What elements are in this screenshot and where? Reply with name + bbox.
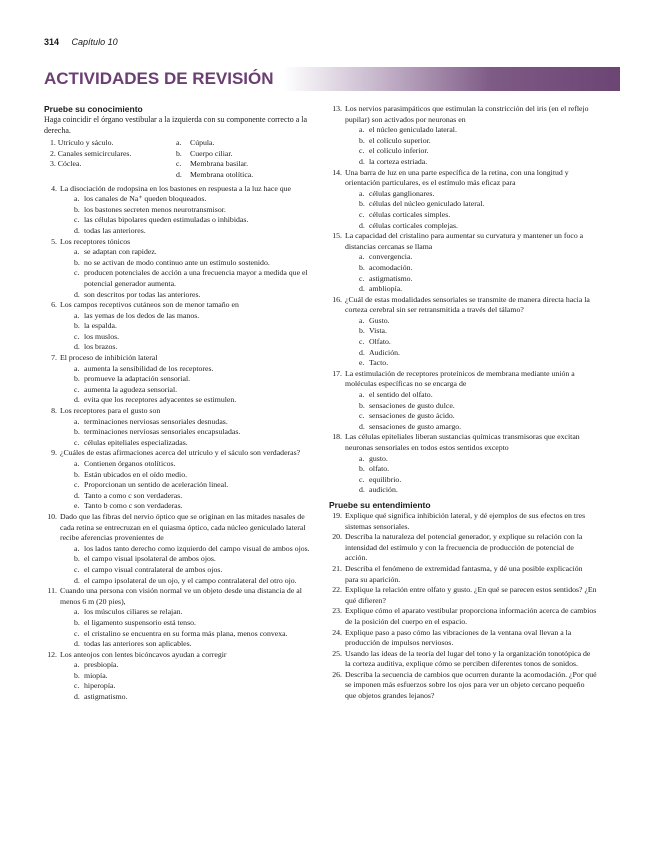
question-item <box>329 369 597 433</box>
option-letter: d. <box>74 289 80 299</box>
option-letter: a. <box>74 607 80 617</box>
option-letter: a. <box>74 416 80 426</box>
option-letter: b. <box>74 469 80 479</box>
match-right-item: Cúpula. <box>190 138 215 148</box>
option-item <box>74 194 312 205</box>
question-number: 10. <box>47 511 57 521</box>
option-text: todas las anteriores son aplicables. <box>84 639 192 649</box>
section-heading-knowledge: Pruebe su conocimiento <box>44 104 143 114</box>
option-text: hiperopía. <box>84 681 116 691</box>
question-text: Explique paso a paso cómo las vibraciones de la ventana oval llevan a la producción de impulsos nerviosos. <box>345 627 572 648</box>
option-item <box>74 342 312 353</box>
question-text: Explique la relación entre olfato y gusto. ¿En qué se parecen estos sentidos? ¿En qué difieren? <box>345 585 597 605</box>
option-letter: d. <box>74 575 80 585</box>
essay-question-item <box>329 532 597 564</box>
option-letter: d. <box>359 347 365 357</box>
question-text: ¿Cuáles de estas afirmaciones acerca del utrículo y el sáculo son verdaderas? <box>60 448 301 458</box>
option-letter: a. <box>359 252 365 262</box>
match-right-item: Membrana basilar. <box>190 159 249 169</box>
option-letter: a. <box>74 194 80 204</box>
option-letter: b. <box>359 400 365 410</box>
option-text: las yemas de los dedos de las manos. <box>84 310 200 320</box>
option-letter: c. <box>74 384 80 394</box>
question-item <box>44 406 312 448</box>
option-letter: a. <box>74 660 80 670</box>
option-item <box>359 146 597 157</box>
option-item <box>359 189 597 200</box>
option-text: el sentido del olfato. <box>369 390 433 400</box>
matching-block <box>44 138 312 180</box>
option-text: acomodación. <box>369 262 413 272</box>
option-text: Vista. <box>369 326 387 336</box>
option-text: se adaptan con rapidez. <box>84 247 157 257</box>
question-number: 19. <box>332 510 342 520</box>
option-item <box>359 390 597 401</box>
question-text: Los nervios parasimpáticos que estimulan la constricción del iris (en el reflejo pupilar) son activados por neuronas en <box>345 104 589 124</box>
option-item <box>74 660 312 671</box>
option-item <box>74 491 312 502</box>
option-item <box>74 629 312 640</box>
option-item <box>359 263 597 274</box>
option-letter: d. <box>74 225 80 235</box>
option-letter: b. <box>359 262 365 272</box>
match-right-letter: b. <box>176 148 182 158</box>
option-text: el cristalino se encuentra en su forma más plana, menos convexa. <box>84 628 288 638</box>
option-text: sensaciones de gusto dulce. <box>369 400 455 410</box>
option-letter: c. <box>359 474 365 484</box>
option-text: el colículo superior. <box>369 135 431 145</box>
option-text: olfato. <box>369 464 390 474</box>
essay-question-list <box>329 511 597 702</box>
option-item <box>359 358 597 369</box>
question-text: Cuando una persona con visión normal ve un objeto desde una distancia de al menos 6 m (20 pies), <box>60 586 302 606</box>
option-item <box>74 501 312 512</box>
option-text: las células bipolares queden estimuladas o inhibidas. <box>84 215 249 225</box>
option-text: promueve la adaptación sensorial. <box>84 374 191 384</box>
essay-question-item <box>329 585 597 606</box>
section-intro: Haga coincidir el órgano vestibular a la izquierda con su componente correcto a la derecha. <box>44 115 308 135</box>
option-text: todas las anteriores. <box>84 225 146 235</box>
option-text: Están ubicados en el oído medio. <box>84 469 188 479</box>
option-letter: c. <box>74 215 80 225</box>
option-text: ambliopía. <box>369 284 403 294</box>
question-text: Los receptores para el gusto son <box>60 406 161 416</box>
option-letter: d. <box>74 395 80 405</box>
question-item <box>329 168 597 232</box>
option-text: el núcleo geniculado lateral. <box>369 125 457 135</box>
option-list <box>345 454 597 496</box>
chapter-label: Capítulo 10 <box>71 37 118 47</box>
option-text: terminaciones nerviosas sensoriales desnudas. <box>84 416 228 426</box>
question-text: Las células epiteliales liberan sustancias químicas transmisoras que excitan neuronas sensoriales en todos estos sentidos excepto <box>345 432 580 452</box>
option-list <box>60 247 312 300</box>
question-item <box>44 184 312 237</box>
question-number: 16. <box>332 294 342 304</box>
option-letter: c. <box>359 337 365 347</box>
question-text: ¿Cuál de estas modalidades sensoriales se transmite de manera directa hacia la corteza cerebral sin ser retransmitida a través del tálamo? <box>345 294 590 315</box>
option-text: los brazos. <box>84 342 118 352</box>
question-number: 7. <box>51 353 57 363</box>
question-number: 13. <box>332 104 342 113</box>
option-item <box>359 422 597 433</box>
question-number: 23. <box>332 606 342 616</box>
option-letter: a. <box>359 188 365 198</box>
match-right-item: Cuerpo ciliar. <box>190 148 233 158</box>
option-letter: b. <box>74 257 80 267</box>
option-item <box>74 565 312 576</box>
question-number: 25. <box>332 648 342 658</box>
option-text: evita que los receptores adyacentes se estimulen. <box>84 395 237 405</box>
option-item <box>74 321 312 332</box>
option-text: células corticales simples. <box>369 209 451 219</box>
essay-question-item <box>329 628 597 649</box>
option-text: sensaciones de gusto amargo. <box>369 421 462 431</box>
option-item <box>74 311 312 322</box>
option-item <box>74 205 312 216</box>
question-text: Explique cómo el aparato vestibular proporciona información acerca de cambios de la posición del cuerpo en el espacio. <box>345 606 597 626</box>
option-text: los canales de Na⁺ queden bloqueados. <box>84 194 207 204</box>
question-number: 20. <box>332 532 342 542</box>
option-text: producen potenciales de acción a una frecuencia mayor a medida que el potencial generador aumenta. <box>84 268 308 288</box>
option-letter: b. <box>359 199 365 209</box>
option-item <box>74 395 312 406</box>
question-text: Los campos receptivos cutáneos son de menor tamaño en <box>60 300 239 310</box>
option-letter: c. <box>359 209 365 219</box>
question-number: 6. <box>51 300 57 310</box>
question-number: 8. <box>51 406 57 416</box>
question-number: 21. <box>332 563 342 573</box>
question-item <box>329 231 597 295</box>
option-text: convergencia. <box>369 252 413 262</box>
option-text: células del núcleo geniculado lateral. <box>369 199 485 209</box>
option-text: Contienen órganos otolíticos. <box>84 459 176 468</box>
option-item <box>74 544 312 555</box>
option-item <box>74 459 312 470</box>
essay-question-item <box>329 670 597 702</box>
option-list <box>345 390 597 432</box>
option-letter: d. <box>359 485 365 495</box>
option-list <box>60 459 312 512</box>
question-item <box>329 104 597 168</box>
option-item <box>74 258 312 269</box>
option-letter: a. <box>359 390 365 400</box>
option-item <box>359 210 597 221</box>
option-letter: e. <box>74 501 80 511</box>
question-number: 22. <box>332 585 342 595</box>
match-right-letter: c. <box>176 159 182 169</box>
option-list <box>60 194 312 236</box>
option-letter: b. <box>74 204 80 214</box>
option-text: el colículo inferior. <box>369 146 429 156</box>
option-letter: b. <box>74 374 80 384</box>
question-text: Los receptores tónicos <box>60 236 131 246</box>
option-letter: b. <box>74 554 80 564</box>
option-letter: c. <box>74 268 80 278</box>
option-item <box>359 485 597 496</box>
match-right-item: Membrana otolítica. <box>190 169 254 179</box>
match-right-letter: d. <box>176 169 182 179</box>
option-text: el campo visual ipsolateral de ambos ojos. <box>84 554 216 564</box>
option-text: no se activan de modo continuo ante un estímulo sostenido. <box>84 257 270 267</box>
option-text: equilibrio. <box>369 474 402 484</box>
question-text: Describa la naturaleza del potencial generador, y explique su relación con la intensidad del estímulo y con la frecuencia de producción de potencial de acción. <box>345 532 583 563</box>
option-text: aumenta la sensibilidad de los receptores. <box>84 363 214 373</box>
option-item <box>359 348 597 359</box>
question-text: La capacidad del cristalino para aumentar su curvatura y mantener un foco a distancias cercanas se llama <box>345 231 584 251</box>
option-item <box>74 226 312 237</box>
option-list <box>345 189 597 231</box>
option-item <box>74 576 312 587</box>
question-number: 12. <box>47 649 57 659</box>
option-letter: a. <box>359 125 365 135</box>
option-letter: d. <box>74 692 80 702</box>
option-item <box>74 332 312 343</box>
option-list <box>345 316 597 369</box>
option-item <box>74 438 312 449</box>
match-left-item: 1. Utrículo y sáculo. <box>50 138 114 148</box>
option-text: células corticales complejas. <box>369 220 458 230</box>
option-item <box>74 607 312 618</box>
question-item <box>44 586 312 650</box>
option-text: sensaciones de gusto ácido. <box>369 411 455 421</box>
option-letter: d. <box>74 639 80 649</box>
option-letter: d. <box>359 220 365 230</box>
option-text: el ligamento suspensorio está tenso. <box>84 617 196 627</box>
question-text: Describa el fenómeno de extremidad fantasma, y dé una posible explicación para su aparición. <box>345 563 583 584</box>
option-letter: b. <box>359 464 365 474</box>
option-letter: b. <box>359 135 365 145</box>
option-item <box>359 401 597 412</box>
option-letter: b. <box>74 427 80 437</box>
option-letter: a. <box>74 310 80 320</box>
option-text: el campo visual contralateral de ambos ojos. <box>84 564 223 574</box>
question-item <box>44 237 312 301</box>
left-column <box>44 104 312 703</box>
question-number: 5. <box>51 236 57 246</box>
question-number: 11. <box>47 586 57 596</box>
question-text: La disociación de rodopsina en los bastones en respuesta a la luz hace que <box>60 183 292 193</box>
page-header <box>44 37 118 47</box>
option-item <box>74 681 312 692</box>
option-letter: b. <box>359 326 365 336</box>
option-letter: c. <box>74 480 80 490</box>
option-item <box>359 475 597 486</box>
option-item <box>74 215 312 226</box>
option-letter: d. <box>359 421 365 431</box>
question-number: 17. <box>332 368 342 378</box>
option-letter: b. <box>74 670 80 680</box>
option-item <box>74 364 312 375</box>
option-item <box>74 480 312 491</box>
essay-question-item <box>329 649 597 670</box>
question-list-right <box>329 104 597 496</box>
question-text: Los anteojos con lentes bicóncavos ayudan a corregir <box>60 649 227 659</box>
option-item <box>359 136 597 147</box>
question-number: 15. <box>332 231 342 241</box>
question-item <box>329 432 597 496</box>
option-letter: d. <box>359 156 365 166</box>
option-text: Gusto. <box>369 315 390 325</box>
option-list <box>60 364 312 406</box>
option-letter: c. <box>74 331 80 341</box>
question-text: Una barra de luz en una parte específica de la retina, con una longitud y orientación particulares, es el estímulo más eficaz para <box>345 167 569 188</box>
option-item <box>359 252 597 263</box>
option-letter: d. <box>74 490 80 500</box>
option-item <box>74 639 312 650</box>
question-number: 4. <box>51 183 57 193</box>
option-item <box>359 125 597 136</box>
page-title: ACTIVIDADES DE REVISIÓN <box>44 69 274 88</box>
option-letter: a. <box>74 459 80 468</box>
option-item <box>74 247 312 258</box>
question-item <box>44 448 312 512</box>
option-text: Olfato. <box>369 337 391 347</box>
option-item <box>359 464 597 475</box>
option-list <box>60 607 312 649</box>
question-text: Usando las ideas de la teoría del lugar del tono y la organización tonotópica de la corteza auditiva, explique cómo se perciben diferentes tonos de sonidos. <box>345 648 591 669</box>
option-text: Tanto a como c son verdaderas. <box>84 490 183 500</box>
question-item <box>44 300 312 353</box>
option-letter: a. <box>74 363 80 373</box>
option-list <box>345 252 597 294</box>
option-text: miopía. <box>84 670 108 680</box>
option-item <box>359 221 597 232</box>
match-right-letter: a. <box>176 138 182 148</box>
option-text: gusto. <box>369 453 388 463</box>
question-number: 18. <box>332 432 342 442</box>
option-item <box>74 374 312 385</box>
option-item <box>359 411 597 422</box>
essay-question-item <box>329 511 597 532</box>
option-list <box>60 311 312 353</box>
option-list <box>345 125 597 167</box>
option-item <box>359 199 597 210</box>
option-item <box>74 618 312 629</box>
option-item <box>359 337 597 348</box>
option-letter: c. <box>74 564 80 574</box>
option-letter: a. <box>74 543 80 553</box>
question-text: Dado que las fibras del nervio óptico que se originan en las mitades nasales de cada retina se entrecruzan en el quiasma óptico, cada núcleo geniculado lateral recibe aferencias provenientes de <box>60 511 306 543</box>
option-list <box>60 660 312 702</box>
option-item <box>74 671 312 682</box>
match-left-item: 3. Cóclea. <box>50 159 82 169</box>
option-text: los muslos. <box>84 331 120 341</box>
question-text: El proceso de inhibición lateral <box>60 353 158 363</box>
option-letter: c. <box>359 146 365 156</box>
question-item <box>44 353 312 406</box>
right-column <box>329 104 597 702</box>
option-letter: b. <box>74 617 80 627</box>
option-item <box>359 316 597 327</box>
option-letter: a. <box>74 247 80 257</box>
option-text: astigmatismo. <box>369 273 413 283</box>
option-letter: d. <box>359 284 365 294</box>
option-item <box>359 284 597 295</box>
option-item <box>74 692 312 703</box>
option-letter: a. <box>359 453 365 463</box>
option-item <box>74 427 312 438</box>
question-number: 26. <box>332 669 342 679</box>
option-item <box>74 290 312 301</box>
option-text: células epiteliales especializadas. <box>84 437 188 447</box>
essay-question-item <box>329 606 597 627</box>
essay-question-item <box>329 564 597 585</box>
option-item <box>74 385 312 396</box>
question-item <box>329 295 597 369</box>
option-text: Audición. <box>369 347 400 357</box>
question-text: Explique qué significa inhibición lateral, y dé ejemplos de sus efectos en tres sistemas sensoriales. <box>345 510 586 531</box>
section-heading-understanding: Pruebe su entendimiento <box>329 499 431 510</box>
option-letter: d. <box>74 342 80 352</box>
option-list <box>60 417 312 449</box>
option-letter: c. <box>74 437 80 447</box>
option-item <box>359 454 597 465</box>
option-text: presbiopía. <box>84 660 119 670</box>
option-item <box>359 326 597 337</box>
option-item <box>74 470 312 481</box>
option-text: audición. <box>369 485 398 495</box>
question-list-left <box>44 184 312 703</box>
question-number: 24. <box>332 627 342 637</box>
option-text: son descritos por todas las anteriores. <box>84 289 201 299</box>
option-item <box>74 268 312 289</box>
option-text: los bastones secreten menos neurotransmisor. <box>84 204 226 214</box>
option-letter: c. <box>359 273 365 283</box>
option-list <box>60 544 312 586</box>
option-text: el campo ipsolateral de un ojo, y el campo contralateral del otro ojo. <box>84 575 297 585</box>
page-number: 314 <box>44 37 60 47</box>
option-text: Proporcionan un sentido de aceleración lineal. <box>84 480 229 490</box>
option-text: aumenta la agudeza sensorial. <box>84 384 178 394</box>
option-item <box>359 157 597 168</box>
option-letter: a. <box>359 315 365 325</box>
question-item <box>44 512 312 586</box>
option-letter: c. <box>359 411 365 421</box>
option-text: Tacto. <box>369 358 389 368</box>
option-text: los lados tanto derecho como izquierdo del campo visual de ambos ojos. <box>84 543 310 553</box>
question-number: 9. <box>51 448 57 458</box>
option-text: la corteza estriada. <box>369 156 428 166</box>
question-item <box>44 650 312 703</box>
match-left-item: 2. Canales semicirculares. <box>50 148 132 158</box>
option-letter: e. <box>359 358 365 368</box>
option-text: terminaciones nerviosas sensoriales encapsuladas. <box>84 427 241 437</box>
question-text: Describa la secuencia de cambios que ocurren durante la acomodación. ¿Por qué se imponen más esfuerzos sobre los ojos para ver un objeto cercano pequeño que objetos grandes lejanos? <box>345 669 597 701</box>
option-item <box>359 274 597 285</box>
question-number: 14. <box>332 167 342 177</box>
option-text: los músculos ciliares se relajan. <box>84 607 183 617</box>
option-item <box>74 554 312 565</box>
option-item <box>74 417 312 428</box>
option-letter: b. <box>74 321 80 331</box>
option-text: Tanto b como c son verdaderas. <box>84 501 183 511</box>
option-text: la espalda. <box>84 321 117 331</box>
option-letter: c. <box>74 628 80 638</box>
option-text: células ganglionares. <box>369 188 435 198</box>
question-text: La estimulación de receptores proteínicos de membrana mediante unión a moléculas específicas no se encarga de <box>345 368 575 389</box>
option-text: astigmatismo. <box>84 692 128 702</box>
option-letter: c. <box>74 681 80 691</box>
